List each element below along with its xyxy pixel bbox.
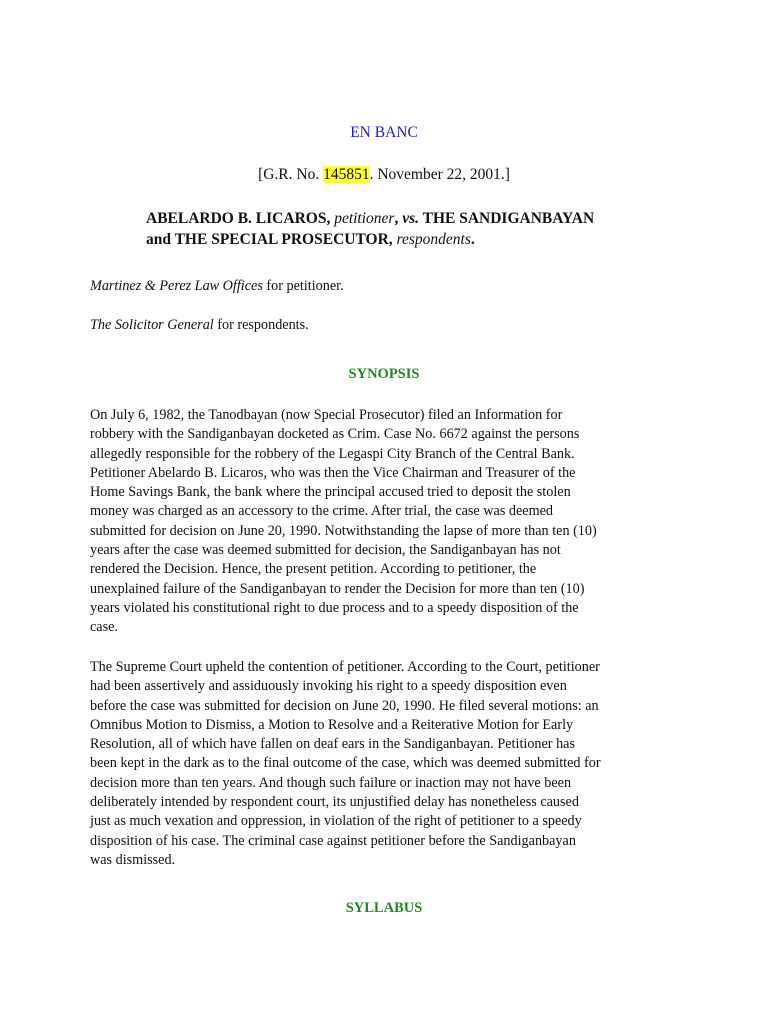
text-line: The Supreme Court upheld the contention of petitioner. According to the Court, petitioner — [90, 659, 600, 675]
text-line: robbery with the Sandiganbayan docketed as Crim. Case No. 6672 against the persons — [90, 426, 580, 443]
text-line: case. — [90, 619, 118, 636]
text-line: years violated his constitutional right to due process and to a speedy disposition of the — [90, 599, 579, 616]
text-line: just as much vexation and oppression, in violation of the right of petitioner to a speedy — [90, 813, 582, 830]
gr-prefix: [G.R. No. — [258, 166, 324, 183]
text-line: Home Savings Bank, the bank where the principal accused tried to deposit the stolen — [90, 484, 571, 501]
synopsis-paragraph-1 — [90, 406, 682, 638]
text-line: Omnibus Motion to Dismiss, a Motion to Resolve and a Reiterative Motion for Early — [90, 716, 574, 733]
text-line: unexplained failure of the Sandiganbayan to render the Decision for more than ten (10) — [90, 580, 585, 597]
text-line: had been assertively and assiduously invoking his right to a speedy disposition even — [90, 678, 567, 695]
text-line: was dismissed. — [90, 851, 176, 868]
respondent-counsel — [90, 317, 309, 334]
gr-number-highlight: 145851 — [323, 166, 370, 183]
respondents-role: respondents — [396, 231, 471, 248]
petitioner-counsel-firm: Martinez & Perez Law Offices — [90, 278, 263, 294]
text-line: Resolution, all of which have fallen on deaf ears in the Sandiganbayan. Petitioner has — [90, 736, 575, 753]
text-line: allegedly responsible for the robbery of the Legaspi City Branch of the Central Bank. — [90, 445, 575, 462]
text-line: submitted for decision on June 20, 1990. Notwithstanding the lapse of more than ten (10) — [90, 522, 597, 539]
text-line: before the case was submitted for decision on June 20, 1990. He filed several motions: an — [90, 697, 599, 714]
versus-label: vs. — [402, 210, 420, 227]
respondent-counsel-suffix: for respondents. — [213, 317, 309, 333]
respondent-line-1: THE SANDIGANBAYAN — [422, 210, 595, 227]
text-line: years after the case was deemed submitted for decision, the Sandiganbayan has not — [90, 542, 561, 559]
case-parties: ABELARDO B. LICAROS, petitioner, vs. THE SANDIGANBAYAN and THE SPECIAL PROSECUTOR, respondents. — [146, 210, 595, 248]
petitioner-counsel — [90, 278, 344, 295]
text-line: On July 6, 1982, the Tanodbayan (now Special Prosecutor) filed an Information for — [90, 407, 563, 423]
text-line: money was charged as an accessory to the crime. After trial, the case was deemed — [90, 503, 554, 520]
text-line: deliberately intended by respondent court, its unjustified delay has nonetheless caused — [90, 794, 579, 811]
synopsis-heading: SYNOPSIS — [348, 366, 420, 382]
text-line: been kept in the dark as to the final outcome of the case, which was deemed submitted for — [90, 755, 601, 772]
case-number-line — [0, 166, 768, 184]
synopsis-paragraph-2 — [90, 658, 682, 870]
court-division-heading: EN BANC — [350, 124, 418, 141]
text-line: Petitioner Abelardo B. Licaros, who was then the Vice Chairman and Treasurer of the — [90, 464, 576, 481]
text-line: decision more than ten years. And though such failure or inaction may not have been — [90, 774, 572, 791]
petitioner-counsel-suffix: for petitioner. — [262, 278, 344, 294]
text-line: disposition of his case. The criminal case against petitioner before the Sandiganbayan — [90, 832, 576, 849]
respondent-counsel-firm: The Solicitor General — [90, 317, 214, 333]
petitioner-name: ABELARDO B. LICAROS — [146, 210, 327, 227]
gr-date: . November 22, 2001.] — [369, 166, 510, 183]
text-line: rendered the Decision. Hence, the present petition. According to petitioner, the — [90, 561, 537, 578]
petitioner-role: petitioner — [334, 210, 395, 227]
syllabus-heading: SYLLABUS — [345, 900, 423, 916]
respondent-line-2: and THE SPECIAL PROSECUTOR — [146, 231, 389, 248]
